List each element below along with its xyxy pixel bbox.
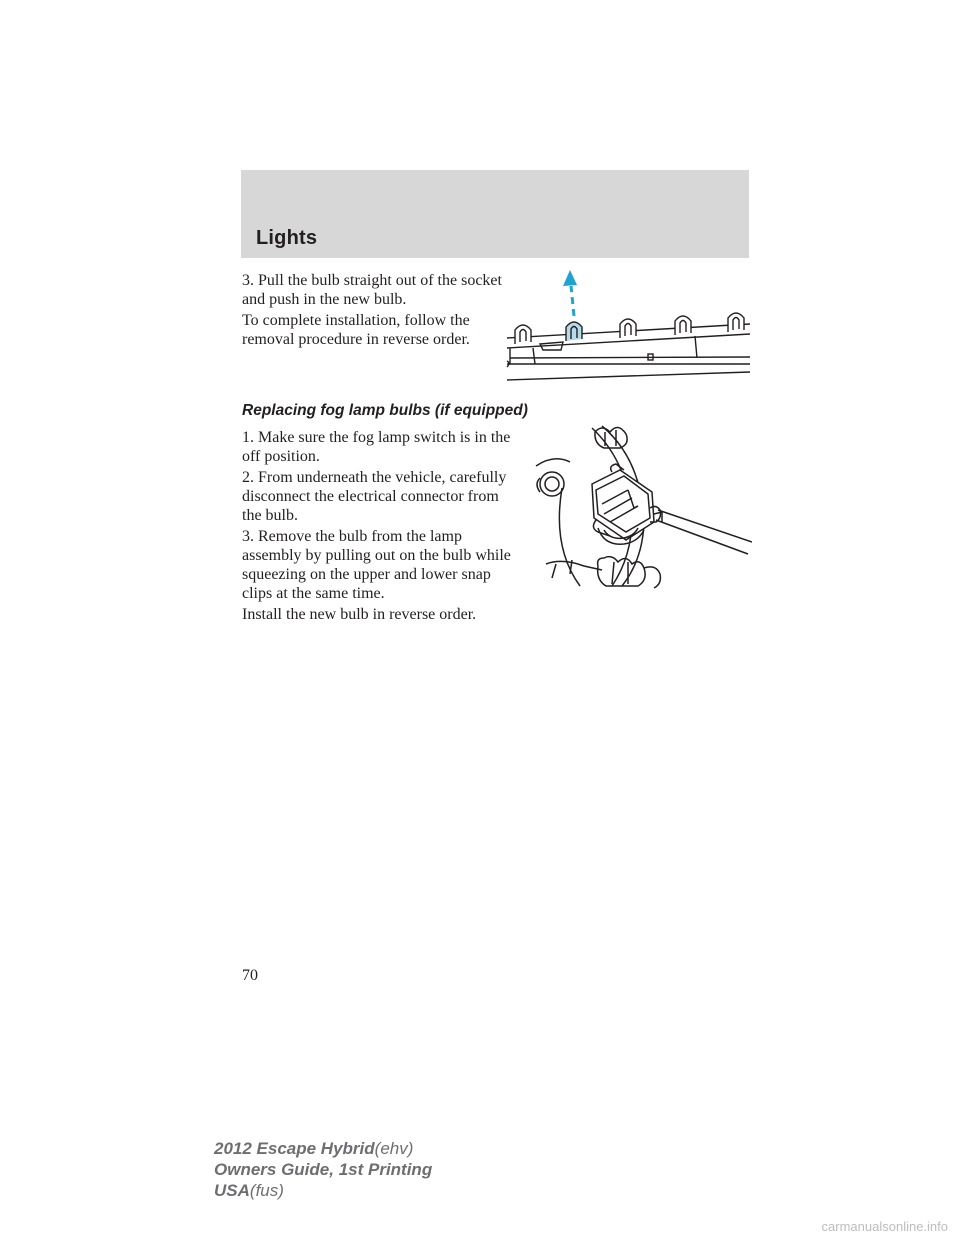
footer-model: 2012 Escape Hybrid (214, 1139, 375, 1158)
paragraph-pull-bulb: 3. Pull the bulb straight out of the socket and push in the new bulb. (242, 272, 502, 308)
footer-model-code: (ehv) (374, 1139, 414, 1158)
document-footer (214, 1138, 432, 1201)
footer-market: USA (214, 1181, 250, 1200)
paragraph-complete-installation: To complete installation, follow the removal procedure in reverse order. (242, 312, 470, 348)
page-number: 70 (242, 967, 258, 984)
watermark-link[interactable]: carmanualsonline.info (821, 1219, 948, 1234)
section-title: Lights (256, 227, 318, 249)
fog-step-3: 3. Remove the bulb from the lamp assembly by pulling out on the bulb while squeezing on the upper and lower snap clips at the same time. (242, 528, 511, 602)
fog-lamp-connector-illustration (532, 418, 752, 590)
fog-step-2: 2. From underneath the vehicle, carefully disconnect the electrical connector from the bulb. (242, 469, 507, 524)
footer-guide-printing: Owners Guide, 1st Printing (214, 1160, 433, 1179)
fog-install-note: Install the new bulb in reverse order. (242, 606, 477, 623)
footer-market-code: (fus) (249, 1181, 284, 1200)
fog-step-1: 1. Make sure the fog lamp switch is in the off position. (242, 429, 511, 465)
fog-lamp-heading: Replacing fog lamp bulbs (if equipped) (242, 402, 528, 419)
bulb-socket-illustration (505, 268, 755, 386)
